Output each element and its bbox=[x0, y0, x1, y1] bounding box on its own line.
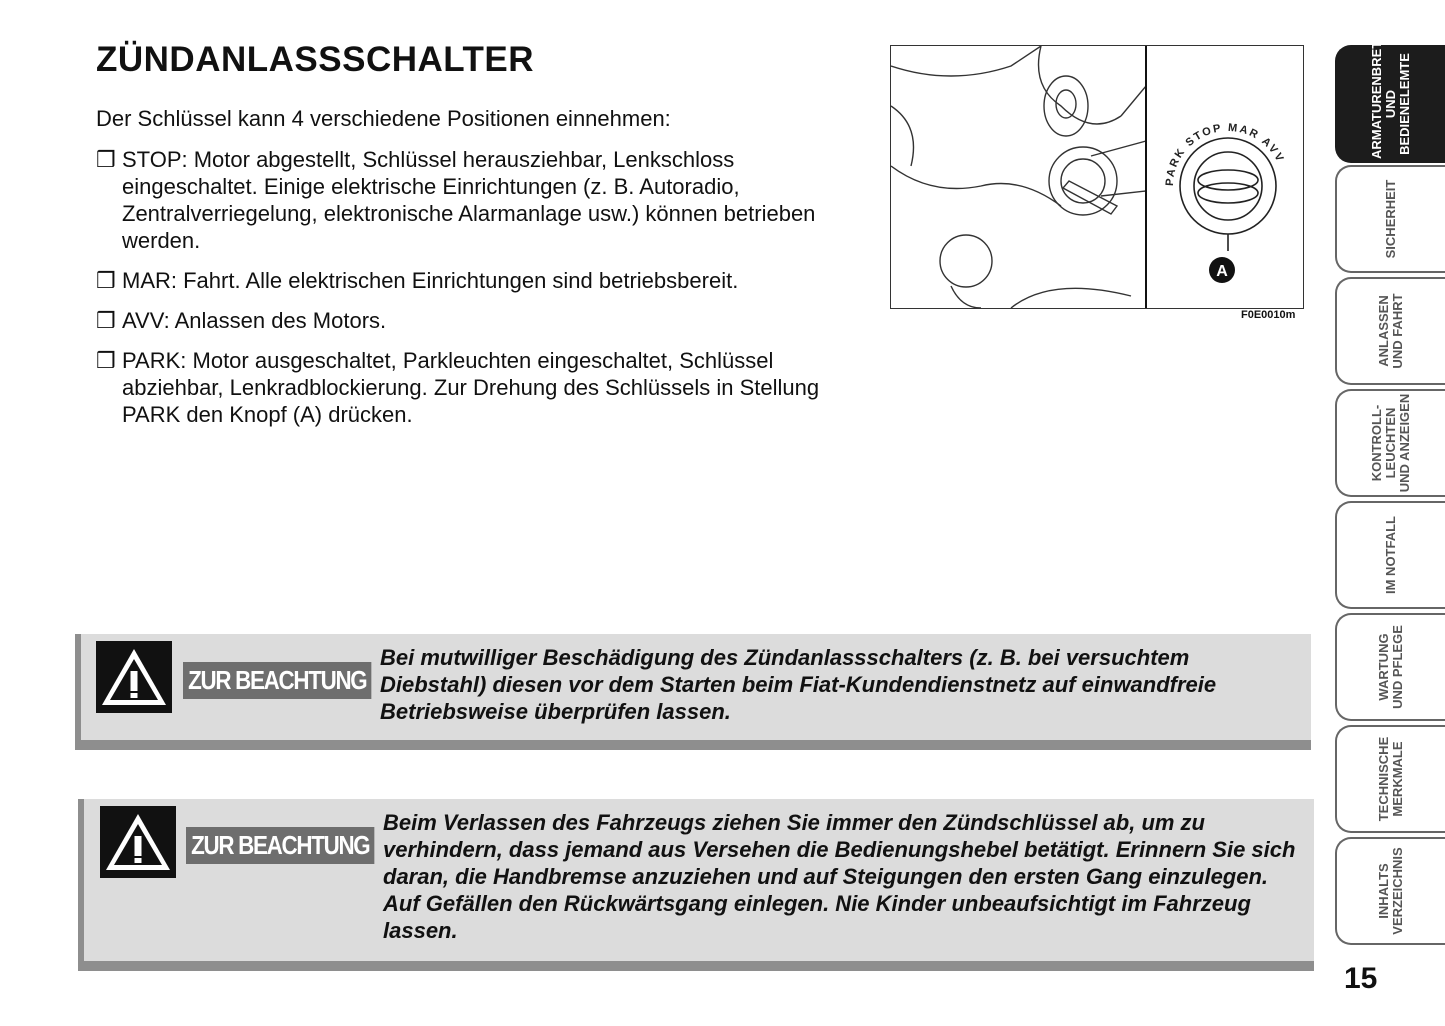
tab-wartung[interactable]: WARTUNG UND PFLEGE bbox=[1335, 613, 1445, 721]
item-text: AVV: Anlassen des Motors. bbox=[122, 308, 387, 333]
callout-a: A bbox=[1216, 263, 1228, 280]
figure-code: F0E0010m bbox=[1241, 309, 1296, 321]
tab-kontrollleuchten[interactable]: KONTROLL- LEUCHTEN UND ANZEIGEN bbox=[1335, 389, 1445, 497]
warning-text: Beim Verlassen des Fahrzeugs ziehen Sie immer den Zündschlüssel ab, um zu verhindern, dass jemand aus Versehen die Bedienungshebel betätigt. Erinnern Sie sich daran, die Handbremse anzuziehen und auf Steigungen den ersten Gang einzulegen. Auf Gefällen den Rückwärtsgang einlegen. Nie Kinder unbeaufsichtigt im Fahrzeug lassen. bbox=[383, 810, 1296, 943]
warning-label: ZUR BEACHTUNG bbox=[186, 827, 375, 864]
tab-armaturenbrett[interactable]: ARMATURENBRETT UND BEDIENELEMTE bbox=[1335, 45, 1445, 163]
list-item bbox=[96, 347, 856, 428]
warning-label: ZUR BEACHTUNG bbox=[183, 662, 372, 699]
checkbox-bullet-icon: ❒ bbox=[96, 348, 116, 373]
list-item bbox=[96, 267, 856, 294]
item-text: MAR: Fahrt. Alle elektrischen Einrichtungen sind betriebsbereit. bbox=[122, 268, 739, 293]
warning-text: Bei mutwilliger Beschädigung des Zündanlassschalters (z. B. bei versuchtem Diebstahl) diesen vor dem Starten beim Fiat-Kundendienstnetz auf einwandfreie Betriebsweise überprüfen lassen. bbox=[380, 645, 1217, 724]
page-title: ZÜNDANLASSSCHALTER bbox=[96, 40, 535, 79]
intro-text: Der Schlüssel kann 4 verschiedene Positionen einnehmen: bbox=[96, 106, 671, 131]
position-list bbox=[96, 146, 856, 441]
list-item bbox=[96, 307, 856, 334]
key-positions-label: PARK STOP MAR AVV bbox=[1163, 121, 1287, 187]
tab-sicherheit[interactable]: SICHERHEIT bbox=[1335, 165, 1445, 273]
checkbox-bullet-icon: ❒ bbox=[96, 308, 116, 333]
checkbox-bullet-icon: ❒ bbox=[96, 268, 116, 293]
warning-triangle-icon bbox=[100, 806, 176, 878]
item-text: STOP: Motor abgestellt, Schlüssel herausziehbar, Lenkschloss eingeschaltet. Einige elektrische Einrichtungen (z. B. Autoradio, Zentralverriegelung, elektronische Alarmanlage usw.) können betrieben werden. bbox=[122, 147, 816, 253]
item-text: PARK: Motor ausgeschaltet, Parkleuchten eingeschaltet, Schlüssel abziehbar, Lenkradblockierung. Zur Drehung des Schlüssels in Stellung PARK den Knopf (A) drücken. bbox=[122, 348, 820, 427]
warning-box bbox=[78, 799, 1314, 971]
tab-im-notfall[interactable]: IM NOTFALL bbox=[1335, 501, 1445, 609]
warning-box bbox=[75, 634, 1311, 750]
tab-anlassen[interactable]: ANLASSEN UND FAHRT bbox=[1335, 277, 1445, 385]
list-item bbox=[96, 146, 856, 254]
tab-inhaltsverzeichnis[interactable]: INHALTS VERZEICHNIS bbox=[1335, 837, 1445, 945]
ignition-switch-figure bbox=[890, 45, 1304, 309]
warning-triangle-icon bbox=[96, 641, 172, 713]
page-number: 15 bbox=[1344, 962, 1378, 995]
svg-text:PARK STOP MAR AVV bbox=[1164, 122, 1287, 187]
checkbox-bullet-icon: ❒ bbox=[96, 147, 116, 172]
tab-technische-merkmale[interactable]: TECHNISCHE MERKMALE bbox=[1335, 725, 1445, 833]
